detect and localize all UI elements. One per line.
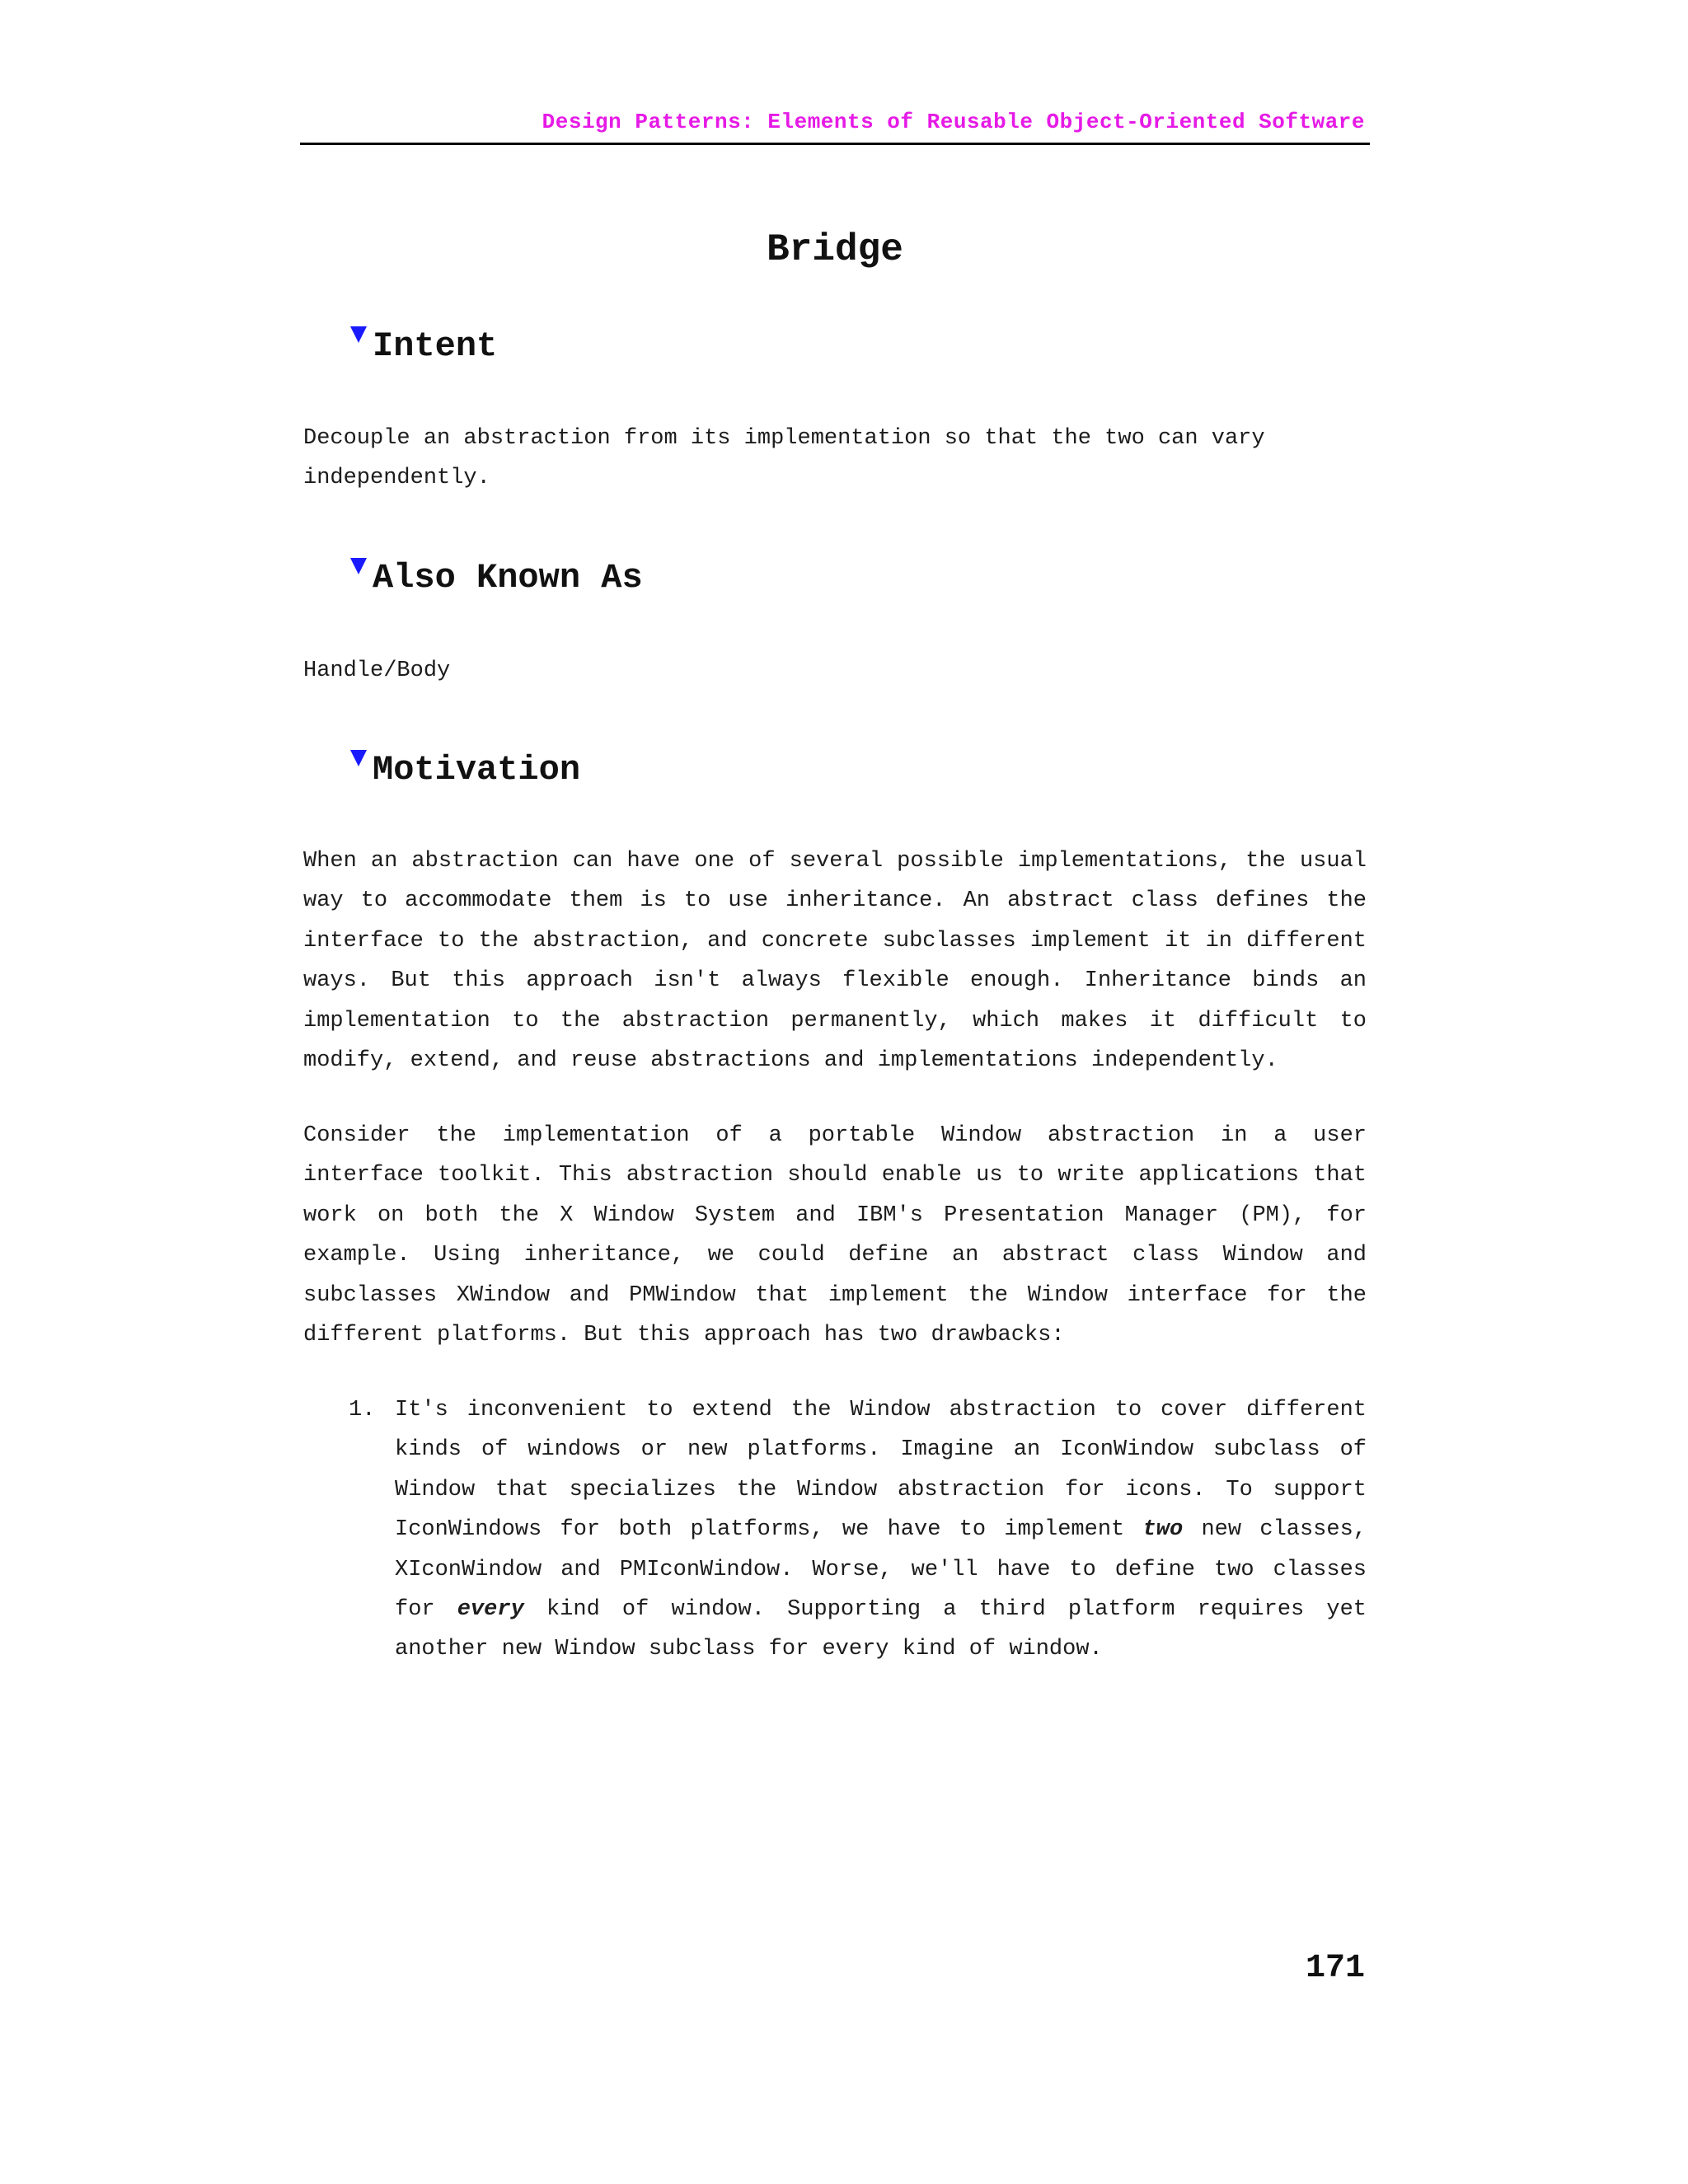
section-heading-motivation-label: Motivation [373, 750, 581, 790]
triangle-down-icon [349, 748, 368, 768]
drawbacks-list [303, 1390, 1367, 1670]
triangle-down-icon [349, 325, 368, 344]
section-heading-intent-label: Intent [373, 326, 498, 366]
section-heading-intent [349, 323, 497, 369]
emphasis-two: two [1142, 1517, 1184, 1543]
section-heading-motivation [349, 747, 580, 793]
emphasis-every: every [457, 1597, 524, 1623]
section-heading-also-known-as-label: Also Known As [373, 558, 643, 598]
running-header [300, 110, 1370, 145]
motivation-paragraph-1: When an abstraction can have one of several possible implementations, the usual way to accommodate them is to use inheritance. An abstract class defines the interface to the abstraction, and concrete subclasses implement it in different ways. But this approach isn't always flexible enough. Inheritance binds an implementation to the abstraction permanently, which makes it difficult to modify, extend, and reuse abstractions and implementations independently. [303, 849, 1367, 1074]
list-item-number: 1. [349, 1398, 376, 1422]
motivation-paragraph-2: Consider the implementation of a portable Window abstraction in a user interface toolkit. This abstraction should enable us to write applications that work on both the X Window System and IBM's Presentation Manager (PM), for example. Using inheritance, we could define an abstract class Window and subclasses XWindow and PMWindow that implement the Window interface for the different platforms. But this approach has two drawbacks: [303, 1123, 1367, 1348]
section-heading-also-known-as [349, 555, 643, 601]
also-known-as-paragraph: Handle/Body [303, 658, 451, 683]
triangle-down-icon [349, 556, 368, 576]
list-item [303, 1390, 1367, 1670]
running-header-title: Design Patterns: Elements of Reusable Object-Oriented Software [542, 110, 1365, 134]
page-title: Bridge [767, 227, 903, 271]
intent-paragraph: Decouple an abstraction from its implementation so that the two can vary independently. [303, 426, 1265, 491]
page-number: 171 [1305, 1950, 1365, 1987]
list-item-text: It's inconvenient to extend the Window abstraction to cover different kinds of windows or new platforms. Imagine an IconWindow subclass of Window that specializes the Window abstraction for icons. To support IconWindows for both platforms, we have to implement two new classes, XIconWindow and PMIconWindow. Worse, we'll have to define two classes for every kind of window. Supporting a third platform requires yet another new Window subclass for every kind of window. [395, 1398, 1367, 1662]
